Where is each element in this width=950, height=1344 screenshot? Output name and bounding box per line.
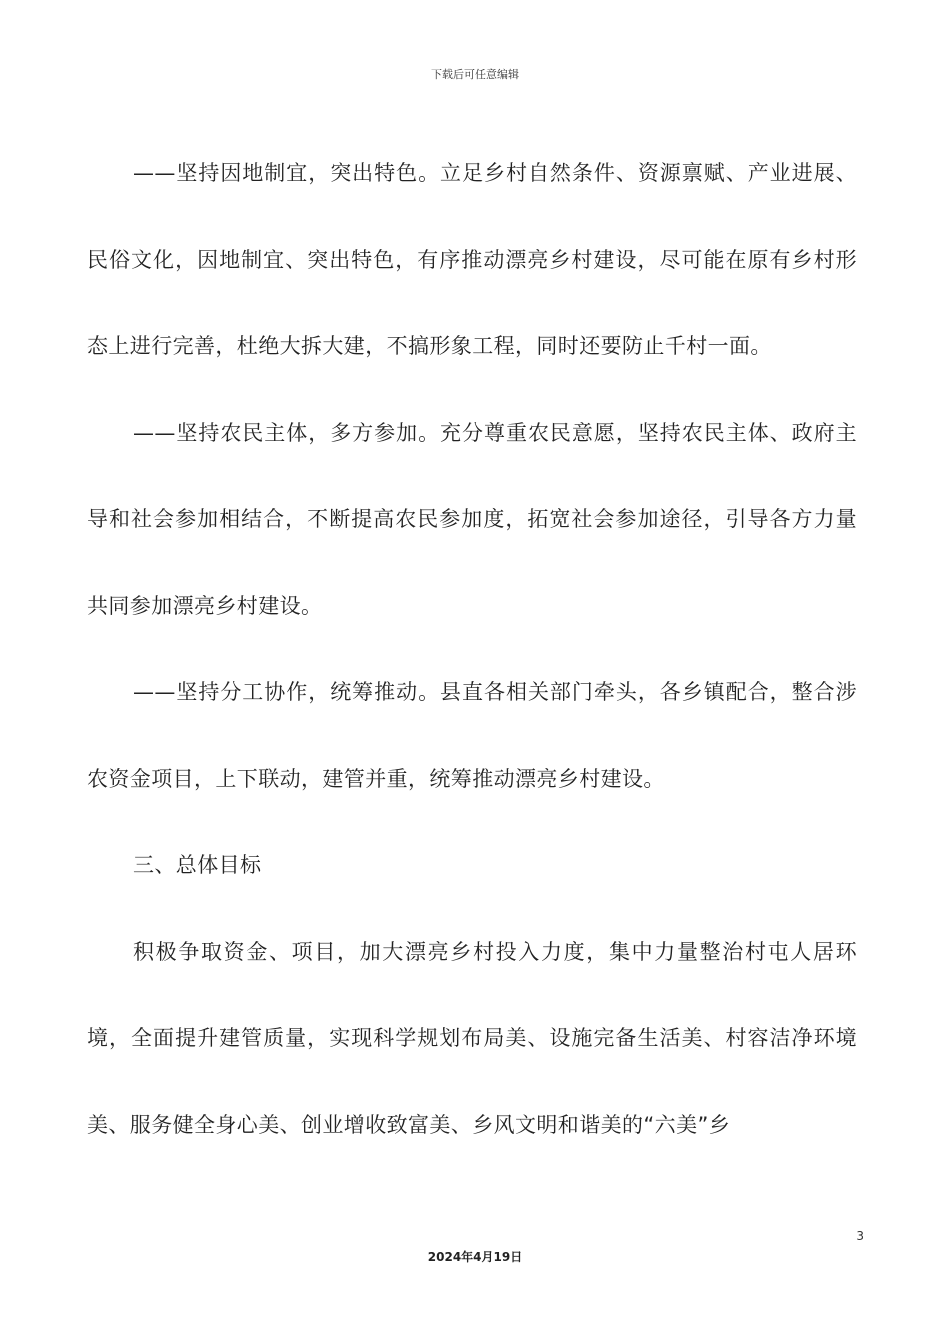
- paragraph-overall-goals: 积极争取资金、项目，加大漂亮乡村投入力度，集中力量整治村屯人居环境，全面提升建管质量，实现科学规划布局美、设施完备生活美、村容洁净环境美、服务健全身心美、创业增收致富美、乡风文明和谐美的“六美”乡: [87, 939, 857, 1137]
- footer-date: 2024年4月19日: [427, 1250, 523, 1264]
- paragraph-principle-farmer-subject: ——坚持农民主体，多方参加。充分尊重农民意愿，坚持农民主体、政府主导和社会参加相结合，不断提高农民参加度，拓宽社会参加途径，引导各方力量共同参加漂亮乡村建设。: [87, 420, 857, 618]
- page-number: 3: [856, 1229, 864, 1243]
- paragraph-principle-local-conditions: ——坚持因地制宜，突出特色。立足乡村自然条件、资源禀赋、产业进展、民俗文化，因地制宜、突出特色，有序推动漂亮乡村建设，尽可能在原有乡村形态上进行完善，杜绝大拆大建，不搞形象工程，同时还要防止千村一面。: [87, 161, 857, 358]
- section-heading-overall-goals: 三、总体目标: [133, 853, 262, 877]
- paragraph-principle-coordination: ——坚持分工协作，统筹推动。县直各相关部门牵头，各乡镇配合，整合涉农资金项目，上下联动，建管并重，统筹推动漂亮乡村建设。: [87, 680, 857, 791]
- document-body: [87, 130, 857, 1168]
- header-note: 下载后可任意编辑: [431, 68, 519, 81]
